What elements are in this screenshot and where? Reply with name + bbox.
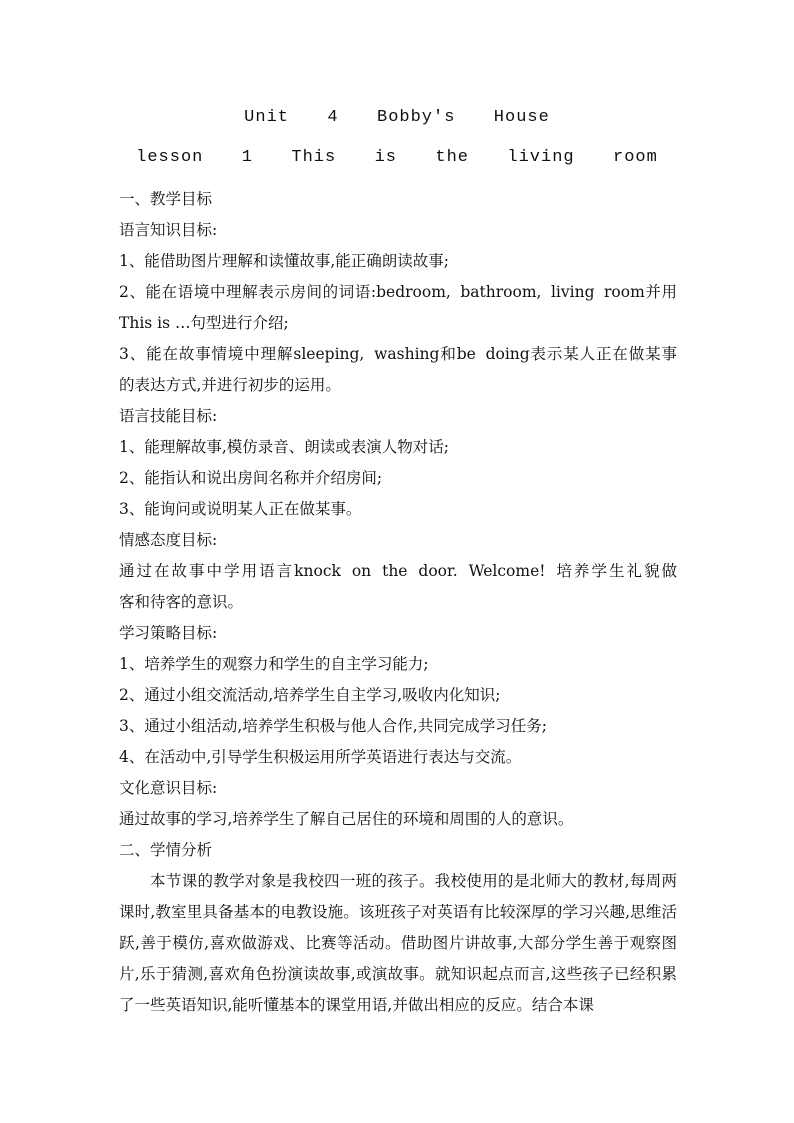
objective-item: 通过在故事中学用语言knock on the door. Welcome! 培养学生礼貌做 <box>119 562 677 580</box>
lesson-title: lesson 1 This is the living room <box>136 148 658 167</box>
objective-item: 1、能理解故事,模仿录音、朗读或表演人物对话; <box>119 438 450 456</box>
objective-item: 3、能在故事情境中理解sleeping, washing和be doing表示某人正在做某事 <box>119 345 677 363</box>
subheading-language-skills: 语言技能目标: <box>119 407 218 425</box>
objective-item: 2、能在语境中理解表示房间的词语:bedroom, bathroom, living room并用 <box>119 283 677 301</box>
unit-title: Unit 4 Bobby's House <box>244 108 550 127</box>
analysis-paragraph: 本节课的教学对象是我校四一班的孩子。我校使用的是北师大的教材,每周两课时,教室里具备基本的电教设施。该班孩子对英语有比较深厚的学习兴趣,思维活跃,善于模仿,喜欢做游戏、比赛等活动。借助图片讲故事,大部分学生善于观察图片,乐于猜测,喜欢角色扮演读故事,或演故事。就知识起点而言,这些孩子已经积累了一些英语知识,能听懂基本的课堂用语,并做出相应的反应。结合本课 <box>119 872 677 1014</box>
subheading-learning-strategy: 学习策略目标: <box>119 624 218 642</box>
subheading-cultural-awareness: 文化意识目标: <box>119 779 218 797</box>
objective-item: 1、能借助图片理解和读懂故事,能正确朗读故事; <box>119 252 450 270</box>
subheading-language-knowledge: 语言知识目标: <box>119 221 218 239</box>
section-heading-objectives: 一、教学目标 <box>119 190 213 208</box>
subheading-attitude: 情感态度目标: <box>119 531 218 549</box>
section-heading-analysis: 二、学情分析 <box>119 841 213 859</box>
objective-item-continued: 的表达方式,并进行初步的运用。 <box>119 376 341 394</box>
document-body <box>119 184 677 1021</box>
objective-item-continued: 客和待客的意识。 <box>119 593 244 611</box>
objective-item: 通过故事的学习,培养学生了解自己居住的环境和周围的人的意识。 <box>119 810 574 828</box>
objective-item-continued: This is …句型进行介绍; <box>119 314 289 332</box>
objective-item: 1、培养学生的观察力和学生的自主学习能力; <box>119 655 429 673</box>
objective-item: 2、能指认和说出房间名称并介绍房间; <box>119 469 383 487</box>
objective-item: 2、通过小组交流活动,培养学生自主学习,吸收内化知识; <box>119 686 501 704</box>
objective-item: 3、能询问或说明某人正在做某事。 <box>119 500 362 518</box>
objective-item: 3、通过小组活动,培养学生积极与他人合作,共同完成学习任务; <box>119 717 547 735</box>
objective-item: 4、在活动中,引导学生积极运用所学英语进行表达与交流。 <box>119 748 522 766</box>
